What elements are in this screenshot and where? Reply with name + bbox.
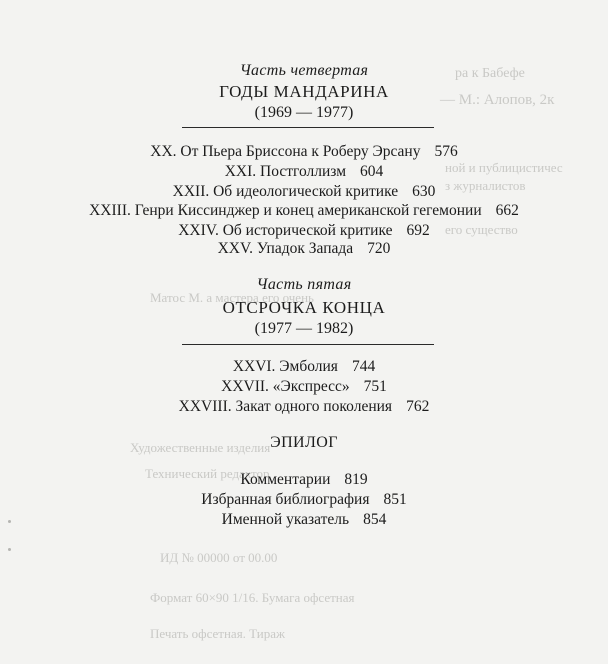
paper-speck — [8, 548, 11, 551]
bleed-through-text: — М.: Алопов, 2к — [440, 92, 555, 108]
part4-title: ГОДЫ МАНДАРИНА — [219, 82, 389, 101]
toc-entry-title: XXVI. Эмболия — [232, 358, 338, 375]
bleed-through-text: Формат 60×90 1/16. Бумага офсетная — [150, 590, 355, 605]
toc-entry-title: Комментарии — [240, 471, 331, 488]
toc-entry-page: 851 — [383, 491, 407, 508]
toc-entry-page: 662 — [495, 202, 519, 219]
toc-entry-title: XXIII. Генри Киссинджер и конец американской гегемонии — [89, 202, 482, 219]
part4-label: Часть четвертая — [239, 62, 369, 79]
part5-divider — [182, 344, 434, 345]
bleed-through-text: Художественные изделия — [130, 440, 271, 455]
toc-entry-title: XXV. Упадок Запада — [217, 240, 354, 257]
bleed-through-text: ИД № 00000 от 00.00 — [160, 550, 278, 565]
part5-label: Часть пятая — [256, 276, 352, 293]
toc-entry[interactable] — [0, 358, 608, 376]
toc-entry-page: 762 — [406, 398, 430, 415]
toc-entry[interactable] — [0, 202, 608, 220]
toc-entry-page: 819 — [344, 471, 368, 488]
bleed-through-text: Печать офсетная. Тираж — [150, 626, 286, 641]
part5-title: ОТСРОЧКА КОНЦА — [222, 298, 386, 317]
toc-entry-page: 751 — [363, 378, 387, 395]
toc-entry-page: 630 — [412, 183, 436, 200]
toc-entry[interactable] — [0, 240, 608, 258]
toc-entry[interactable] — [0, 163, 608, 181]
bleed-through-text: з журналистов — [445, 178, 526, 193]
toc-entry-title: XXII. Об идеологической критике — [172, 183, 399, 200]
part5-years: (1977 — 1982) — [254, 320, 354, 337]
toc-entry-title: XX. От Пьера Бриссона к Роберу Эрсану — [150, 143, 421, 160]
toc-entry-title: XXVII. «Экспресс» — [221, 378, 350, 395]
toc-entry[interactable] — [0, 222, 608, 240]
toc-entry-title: Именной указатель — [221, 511, 350, 528]
part4-years: (1969 — 1977) — [254, 104, 354, 121]
bleed-through-text: Матос М. а мастера его очень — [150, 290, 314, 305]
toc-entry[interactable] — [0, 143, 608, 161]
toc-entry-title: XXIV. Об исторической критике — [178, 222, 393, 239]
toc-entry-page: 692 — [406, 222, 430, 239]
toc-entry[interactable] — [0, 378, 608, 396]
toc-entry[interactable] — [0, 398, 608, 416]
bleed-through-text: ра к Бабефе — [455, 66, 525, 81]
toc-entry-title: Избранная библиография — [201, 491, 370, 508]
bleed-through-text: его существо — [445, 222, 518, 237]
toc-entry-page: 576 — [434, 143, 458, 160]
toc-entry[interactable] — [0, 471, 608, 489]
toc-entry-title: XXVIII. Закат одного поколения — [178, 398, 393, 415]
bleed-through-text: Технический редактор — [145, 466, 270, 481]
bleed-through-text: ной и публицистичес — [445, 160, 563, 175]
toc-entry[interactable] — [0, 511, 608, 529]
toc-entry-page: 854 — [363, 511, 387, 528]
toc-entry-title: XXI. Постголлизм — [224, 163, 347, 180]
toc-entry-page: 720 — [367, 240, 391, 257]
toc-entry[interactable] — [0, 491, 608, 509]
part4-divider — [182, 127, 434, 128]
epilog-title: ЭПИЛОГ — [270, 434, 338, 451]
toc-entry[interactable] — [0, 183, 608, 201]
toc-entry-page: 744 — [351, 358, 376, 375]
toc-entry-page: 604 — [360, 163, 384, 180]
